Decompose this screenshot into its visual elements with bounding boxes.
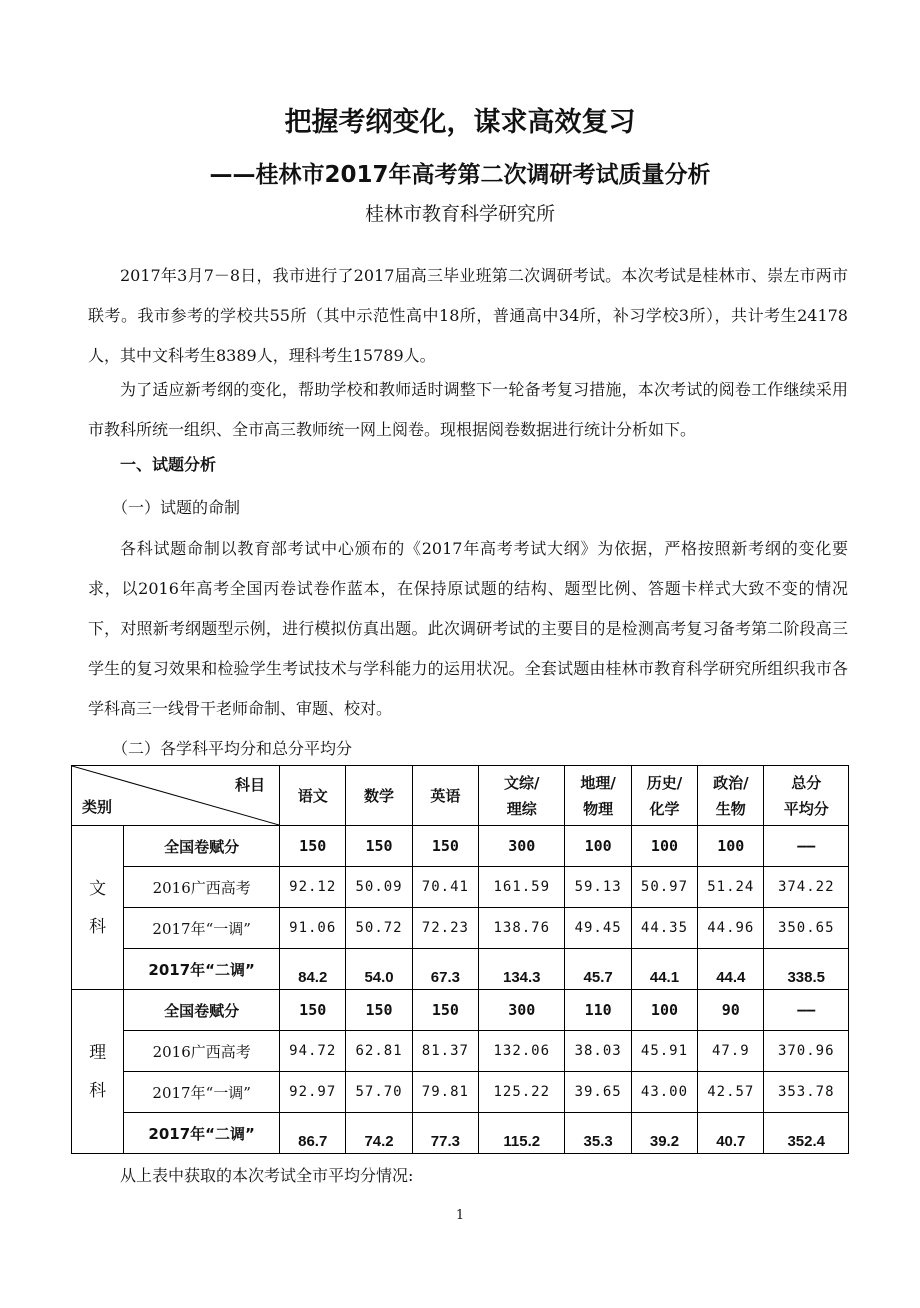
section-heading-1: 一、试题分析 <box>120 455 217 474</box>
table-cell: 353.78 <box>764 1072 849 1113</box>
paragraph-exam-overview: 2017年3月7－8日，我市进行了2017届高三毕业班第二次调研考试。本次考试是桂林市、崇左市两市联考。我市参考的学校共55所（其中示范性高中18所，普通高中34所，补习学校3所），共计考生24178人，其中文科考生8389人，理科考生15789人。 <box>88 266 848 365</box>
column-header: 历史/ 化学 <box>631 766 697 826</box>
table-cell: 138.76 <box>479 908 565 949</box>
paragraph-question-design: 各科试题命制以教育部考试中心颁布的《2017年高考考试大纲》为依据，严格按照新考纲的变化要求，以2016年高考全国丙卷试卷作蓝本，在保持原试题的结构、题型比例、答题卡样式大致不变的情况下，对照新考纲题型示例，进行模拟仿真出题。此次调研考试的主要目的是检测高考复习备考第二阶段高三学生的复习效果和检验学生考试技术与学科能力的运用状况。全套试题由桂林市教育科学研究所组织我市各学科高三一线骨干老师命制、审题、校对。 <box>88 539 848 718</box>
table-cell: 70.41 <box>412 867 478 908</box>
table-row <box>72 908 849 949</box>
table-cell: 81.37 <box>412 1031 478 1072</box>
table-cell: 150 <box>412 826 478 867</box>
table-cell: 57.70 <box>346 1072 412 1113</box>
table-row <box>72 1072 849 1113</box>
table-cell: 352.4 <box>764 1113 849 1154</box>
table-cell: 300 <box>479 826 565 867</box>
table-cell: 74.2 <box>346 1113 412 1154</box>
page-subtitle: ——桂林市2017年高考第二次调研考试质量分析 <box>209 162 711 188</box>
table-cell: 39.65 <box>565 1072 631 1113</box>
table-cell: 161.59 <box>479 867 565 908</box>
table-cell: 150 <box>280 826 346 867</box>
table-cell: 67.3 <box>412 949 478 990</box>
table-cell: 90 <box>698 990 764 1031</box>
subsection-heading-2: （二）各学科平均分和总分平均分 <box>112 739 353 758</box>
table-cell: 59.13 <box>565 867 631 908</box>
table-cell: 91.06 <box>280 908 346 949</box>
table-cell: 110 <box>565 990 631 1031</box>
column-header: 英语 <box>412 766 478 826</box>
table-row <box>72 867 849 908</box>
subsection-heading-1: （一）试题的命制 <box>112 498 241 517</box>
score-table <box>71 765 849 1154</box>
column-header: 数学 <box>346 766 412 826</box>
table-cell: 39.2 <box>631 1113 697 1154</box>
table-cell: 115.2 <box>479 1113 565 1154</box>
column-header: 政治/ 生物 <box>698 766 764 826</box>
table-cell: 125.22 <box>479 1072 565 1113</box>
table-cell: 50.97 <box>631 867 697 908</box>
table-cell: 77.3 <box>412 1113 478 1154</box>
table-cell: 44.4 <box>698 949 764 990</box>
column-header: 文综/ 理综 <box>479 766 565 826</box>
table-cell: 45.7 <box>565 949 631 990</box>
table-cell: 134.3 <box>479 949 565 990</box>
table-cell: —— <box>764 826 849 867</box>
table-cell: 370.96 <box>764 1031 849 1072</box>
table-cell: 92.12 <box>280 867 346 908</box>
table-cell: 150 <box>412 990 478 1031</box>
table-cell: 100 <box>631 990 697 1031</box>
table-corner-cell <box>72 766 280 826</box>
table-cell: 49.45 <box>565 908 631 949</box>
table-cell: 40.7 <box>698 1113 764 1154</box>
column-header: 总分 平均分 <box>764 766 849 826</box>
table-cell: 72.23 <box>412 908 478 949</box>
table-cell: 100 <box>698 826 764 867</box>
paragraph-purpose: 为了适应新考纲的变化，帮助学校和教师适时调整下一轮备考复习措施，本次考试的阅卷工作继续采用市教科所统一组织、全市高三教师统一网上阅卷。现根据阅卷数据进行统计分析如下。 <box>88 380 848 439</box>
table-cell: 150 <box>346 826 412 867</box>
table-cell: 62.81 <box>346 1031 412 1072</box>
table-row <box>72 990 849 1031</box>
page-number: 1 <box>455 1208 465 1223</box>
table-cell: 150 <box>346 990 412 1031</box>
table-cell: 92.97 <box>280 1072 346 1113</box>
corner-subject-label: 科目 <box>235 776 266 794</box>
row-label: 2017年“一调” <box>124 908 280 949</box>
table-cell: 100 <box>631 826 697 867</box>
table-cell: 94.72 <box>280 1031 346 1072</box>
table-cell: 54.0 <box>346 949 412 990</box>
table-cell: 100 <box>565 826 631 867</box>
table-cell: 44.35 <box>631 908 697 949</box>
page-title: 把握考纲变化，谋求高效复习 <box>284 107 636 138</box>
row-label: 全国卷赋分 <box>124 990 280 1031</box>
table-cell: 43.00 <box>631 1072 697 1113</box>
table-cell: 374.22 <box>764 867 849 908</box>
category-cell-science: 理 科 <box>72 990 124 1154</box>
table-row <box>72 949 849 990</box>
column-header: 语文 <box>280 766 346 826</box>
row-label: 2017年“一调” <box>124 1072 280 1113</box>
row-label: 2017年“二调” <box>124 949 280 990</box>
row-label: 2016广西高考 <box>124 1031 280 1072</box>
corner-category-label: 类别 <box>82 798 113 816</box>
table-cell: 35.3 <box>565 1113 631 1154</box>
row-label: 2017年“二调” <box>124 1113 280 1154</box>
table-cell: 300 <box>479 990 565 1031</box>
table-row <box>72 1031 849 1072</box>
table-cell: 50.72 <box>346 908 412 949</box>
table-cell: 44.96 <box>698 908 764 949</box>
table-cell: 350.65 <box>764 908 849 949</box>
table-cell: 132.06 <box>479 1031 565 1072</box>
table-cell: 45.91 <box>631 1031 697 1072</box>
row-label: 全国卷赋分 <box>124 826 280 867</box>
paragraph-summary-lead: 从上表中获取的本次考试全市平均分情况: <box>120 1166 414 1185</box>
table-cell: 79.81 <box>412 1072 478 1113</box>
column-header: 地理/ 物理 <box>565 766 631 826</box>
table-cell: 44.1 <box>631 949 697 990</box>
table-header-row <box>72 766 849 826</box>
table-cell: 86.7 <box>280 1113 346 1154</box>
table-cell: 50.09 <box>346 867 412 908</box>
table-cell: 42.57 <box>698 1072 764 1113</box>
table-row <box>72 826 849 867</box>
table-row <box>72 1113 849 1154</box>
table-cell: 84.2 <box>280 949 346 990</box>
table-cell: 51.24 <box>698 867 764 908</box>
table-cell: 38.03 <box>565 1031 631 1072</box>
table-cell: 150 <box>280 990 346 1031</box>
table-cell: 47.9 <box>698 1031 764 1072</box>
category-cell-liberal-arts: 文 科 <box>72 826 124 990</box>
row-label: 2016广西高考 <box>124 867 280 908</box>
table-cell: —— <box>764 990 849 1031</box>
author-org: 桂林市教育科学研究所 <box>364 203 555 225</box>
table-cell: 338.5 <box>764 949 849 990</box>
